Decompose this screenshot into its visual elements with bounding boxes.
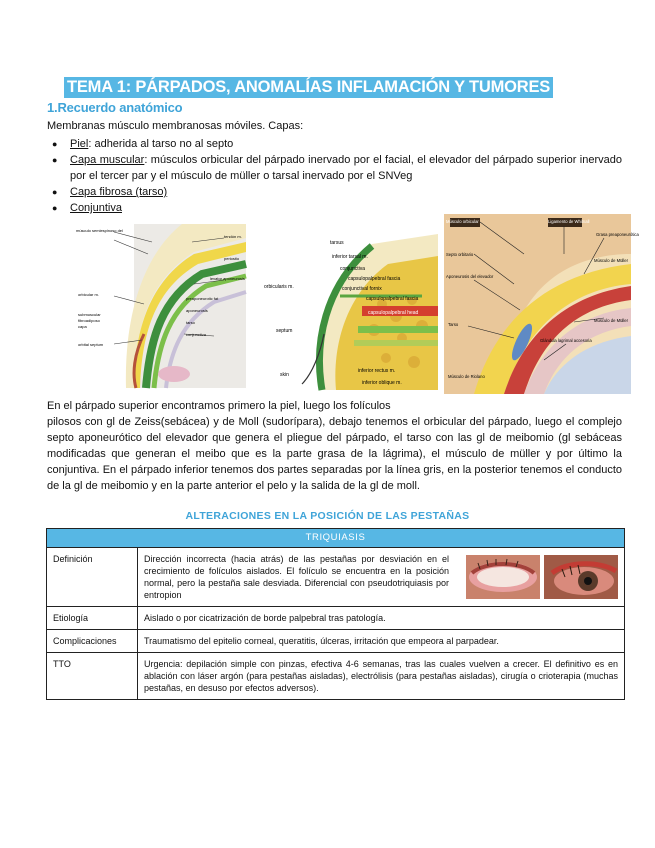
eyelid-anatomy-figure-3 [444, 214, 639, 394]
table-row [47, 548, 625, 607]
figure-label: submuscular [78, 312, 101, 317]
eyelid-anatomy-figure-2 [262, 234, 438, 390]
list-item [52, 136, 622, 152]
row-label: Etiología [47, 607, 138, 630]
figure-label: tarso [186, 320, 195, 325]
figure-label: Aponeurosis del elevador [446, 274, 494, 279]
page-title: TEMA 1: PÁRPADOS, ANOMALÍAS INFLAMACIÓN Y TUMORES [64, 77, 553, 98]
row-text: Urgencia: depilación simple con pinzas, efectiva 4-6 semanas, tras las cuales vuelven a crecer. El definitivo es en ablación con láser argón (para pestañas aisladas), electrólisis (para pestañas aisladas), cirugía o crioterapia (muchas pestañas, en desuso por efectos adversos). [138, 653, 625, 700]
figure-label: orbital septum [78, 342, 104, 347]
figure-label: inferior oblique m. [362, 380, 402, 386]
row-label: Complicaciones [47, 630, 138, 653]
anatomy-paragraph: pilosos con gl de Zeiss(sebácea) y de Moll (sudorípara), debajo tenemos el orbicular del párpado, luego el complejo septo aponeurótico del elevador que genera el pliegue del párpado, el tarso con las gl de meibomio (gl sebáceas modificadas que generan el meibo que es la parte grasa de la lágrima), el músculo de müller y por último la conjuntiva. En el párpado inferior tenemos dos partes separadas por la línea gris, en la posterior tenemos el conducto de la gl de meibomio y en la parte anterior el pelo y la salida de la gl de moll. [47, 416, 622, 492]
table-header-row [47, 529, 625, 548]
eyelid-anatomy-figure-1 [74, 224, 246, 388]
trichiasis-table [46, 528, 625, 700]
figure-label: Músculo de Müller [594, 318, 628, 323]
list-item-term: Conjuntiva [70, 202, 122, 214]
figure-label: músculo semiespinoso del [76, 228, 123, 233]
row-text: Dirección incorrecta (hacia atrás) de las pestañas por desviación en el crecimiento de folículos aislados. El folículo se encuentra en la posición normal, pero la pestaña sale desviada. Diferencial con pseudotriquiasis por entropion [144, 554, 449, 600]
figure-label: Músculo orbicular [446, 219, 479, 224]
row-label: Definición [47, 548, 138, 607]
bullet-icon: ● [52, 203, 58, 213]
figure-label: inferior tarsal m. [332, 254, 368, 260]
bullet-icon: ● [52, 139, 58, 149]
anatomy-paragraph-start: En el párpado superior encontramos primero la piel, luego los folículos [47, 400, 391, 412]
row-text: Aislado o por cicatrización de borde palpebral tras patología. [138, 607, 625, 630]
figure-label: capsulopalpebral fascia [366, 296, 419, 302]
list-item-term: Capa fibrosa (tarso) [70, 186, 168, 198]
section-heading: 1.Recuerdo anatómico [47, 100, 183, 115]
figure-label: periostio [224, 256, 240, 261]
figure-label: orbicular m. [78, 292, 99, 297]
figure-label: Glándula lagrimal accesoria [540, 338, 592, 343]
list-item-term: Piel [70, 138, 89, 150]
list-item-text: : músculos orbicular del párpado inervado por el facial, el elevador del párpado superior inervado por el tercer par y el músculo de müller o tarsal inervado por el SNVeg [70, 154, 622, 182]
list-item-text: : adherida al tarso no al septo [88, 138, 234, 150]
figure-label: Tarso [448, 322, 459, 327]
figure-label: tendón m. [224, 234, 242, 239]
table-row [47, 653, 625, 700]
list-item-term: Capa muscular [70, 154, 145, 166]
table-header: TRIQUIASIS [47, 529, 625, 548]
trichiasis-photo-1 [466, 555, 540, 599]
figure-label: conjunctiva [186, 332, 207, 337]
figure-label: Músculo de Müller [594, 258, 628, 263]
figure-label: conjunctival fornix [342, 286, 382, 292]
figure-label: capa [78, 324, 87, 329]
figure-label: capsulopalpebral head [368, 310, 419, 316]
table-row [47, 607, 625, 630]
figure-label: conjunctiva [340, 266, 366, 272]
figure-label: capsulopalpebral fascia [348, 276, 401, 282]
figure-label: Músculo de Riolano [448, 374, 485, 379]
intro-text: Membranas músculo membranosas móviles. Capas: [47, 120, 304, 132]
figure-label: skin [280, 372, 289, 378]
trichiasis-photos [466, 555, 618, 599]
list-item [52, 152, 622, 184]
row-text: Traumatismo del epitelio corneal, queratitis, úlceras, irritación que empeora al parpadear. [138, 630, 625, 653]
figure-label: Grasa preaponeurótica [596, 232, 639, 237]
figure-label: fibroadiposo [78, 318, 100, 323]
bullet-icon: ● [52, 187, 58, 197]
figure-label: levator aponeurosis [210, 276, 245, 281]
figure-label: aponeurosis [186, 308, 208, 313]
figure-label: Ligamento de Whitnall [548, 219, 590, 224]
figure-label: preaponeurotic fat [186, 296, 219, 301]
figure-label: tarsus [330, 240, 344, 246]
figure-label: inferior rectus m. [358, 368, 396, 374]
trichiasis-photo-2 [544, 555, 618, 599]
table-row [47, 630, 625, 653]
figure-label: Septo orbitario [446, 252, 474, 257]
bullet-icon: ● [52, 155, 58, 165]
row-label: TTO [47, 653, 138, 700]
row-content [138, 548, 625, 607]
layers-list [52, 136, 622, 216]
list-item [52, 184, 622, 200]
table-caption: ALTERACIONES EN LA POSICIÓN DE LAS PESTAÑAS [185, 510, 470, 522]
figure-label: orbicularis m. [264, 284, 294, 290]
figure-label: septum [276, 328, 293, 334]
